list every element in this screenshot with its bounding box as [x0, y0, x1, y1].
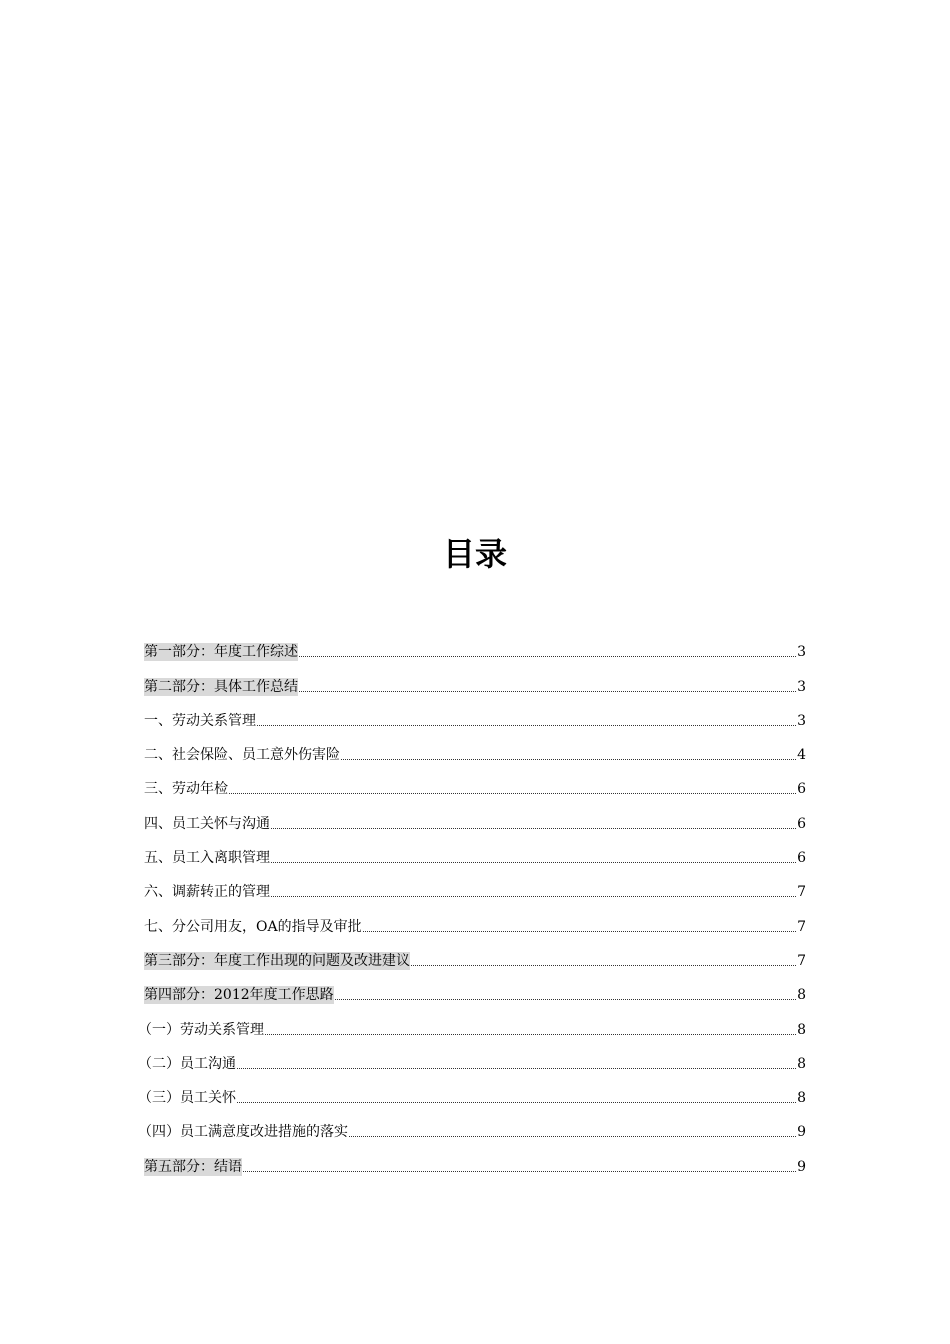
toc-entry-page-number: 3 — [797, 712, 806, 729]
toc-dot-leader — [299, 656, 796, 657]
toc-entry-label: 第三部分：年度工作出现的问题及改进建议 — [144, 952, 410, 969]
toc-entry-page-number: 6 — [797, 815, 806, 832]
toc-entry[interactable] — [138, 1004, 806, 1038]
toc-dot-leader — [243, 1171, 796, 1172]
toc-entry[interactable] — [144, 901, 806, 935]
toc-entry[interactable] — [144, 833, 806, 867]
toc-entry[interactable] — [144, 867, 806, 901]
toc-dot-leader — [335, 999, 796, 1000]
toc-dot-leader — [363, 931, 796, 932]
toc-dot-leader — [229, 793, 796, 794]
toc-dot-leader — [299, 691, 796, 692]
toc-dot-leader — [341, 759, 796, 760]
toc-entry-page-number: 9 — [797, 1158, 806, 1175]
toc-entry[interactable] — [144, 798, 806, 832]
toc-entry-page-number: 7 — [797, 952, 806, 969]
toc-entry[interactable] — [144, 1141, 806, 1175]
toc-entry-label: （二）员工沟通 — [138, 1055, 236, 1072]
toc-entry-label: （三）员工关怀 — [138, 1090, 236, 1107]
toc-entry[interactable] — [144, 764, 806, 798]
toc-entry[interactable] — [138, 1073, 806, 1107]
toc-entry-page-number: 6 — [797, 850, 806, 867]
toc-entry-label: 一、劳动关系管理 — [144, 712, 256, 729]
toc-dot-leader — [271, 862, 796, 863]
toc-entry-label: （四）员工满意度改进措施的落实 — [138, 1124, 348, 1141]
toc-entry-page-number: 3 — [797, 678, 806, 695]
toc-entry-page-number: 8 — [797, 1090, 806, 1107]
toc-dot-leader — [411, 965, 796, 966]
toc-entry[interactable] — [138, 1107, 806, 1141]
toc-dot-leader — [271, 828, 796, 829]
toc-entry-label: 第五部分：结语 — [144, 1158, 242, 1175]
toc-dot-leader — [257, 725, 796, 726]
toc-entry-page-number: 3 — [797, 644, 806, 661]
toc-entry[interactable] — [144, 661, 806, 695]
toc-entry-label: 七、分公司用友，OA的指导及审批 — [144, 918, 362, 935]
toc-entry-label: （一）劳动关系管理 — [138, 1021, 264, 1038]
toc-entry[interactable] — [138, 1039, 806, 1073]
toc-entry-page-number: 8 — [797, 987, 806, 1004]
toc-dot-leader — [349, 1136, 796, 1137]
toc-dot-leader — [237, 1102, 796, 1103]
toc-entry[interactable] — [144, 936, 806, 970]
toc-entry[interactable] — [144, 696, 806, 730]
toc-entry[interactable] — [144, 730, 806, 764]
toc-title: 目录 — [442, 535, 507, 573]
toc-entry-label: 五、员工入离职管理 — [144, 850, 270, 867]
toc-entry[interactable] — [144, 627, 806, 661]
table-of-contents — [138, 627, 806, 1176]
toc-entry-page-number: 8 — [797, 1055, 806, 1072]
toc-entry-label: 六、调薪转正的管理 — [144, 884, 270, 901]
toc-entry[interactable] — [144, 970, 806, 1004]
toc-entry-label: 第二部分：具体工作总结 — [144, 678, 298, 695]
toc-entry-page-number: 7 — [797, 884, 806, 901]
toc-entry-label: 二、社会保险、员工意外伤害险 — [144, 747, 340, 764]
toc-entry-label: 第一部分：年度工作综述 — [144, 644, 298, 661]
toc-dot-leader — [237, 1068, 796, 1069]
toc-entry-label: 三、劳动年检 — [144, 781, 228, 798]
toc-dot-leader — [271, 896, 796, 897]
toc-entry-page-number: 4 — [797, 747, 806, 764]
toc-entry-label: 四、员工关怀与沟通 — [144, 815, 270, 832]
toc-entry-page-number: 7 — [797, 918, 806, 935]
toc-entry-page-number: 9 — [797, 1124, 806, 1141]
toc-entry-label: 第四部分：2012年度工作思路 — [144, 987, 334, 1004]
toc-entry-page-number: 8 — [797, 1021, 806, 1038]
toc-dot-leader — [265, 1034, 796, 1035]
toc-entry-page-number: 6 — [797, 781, 806, 798]
